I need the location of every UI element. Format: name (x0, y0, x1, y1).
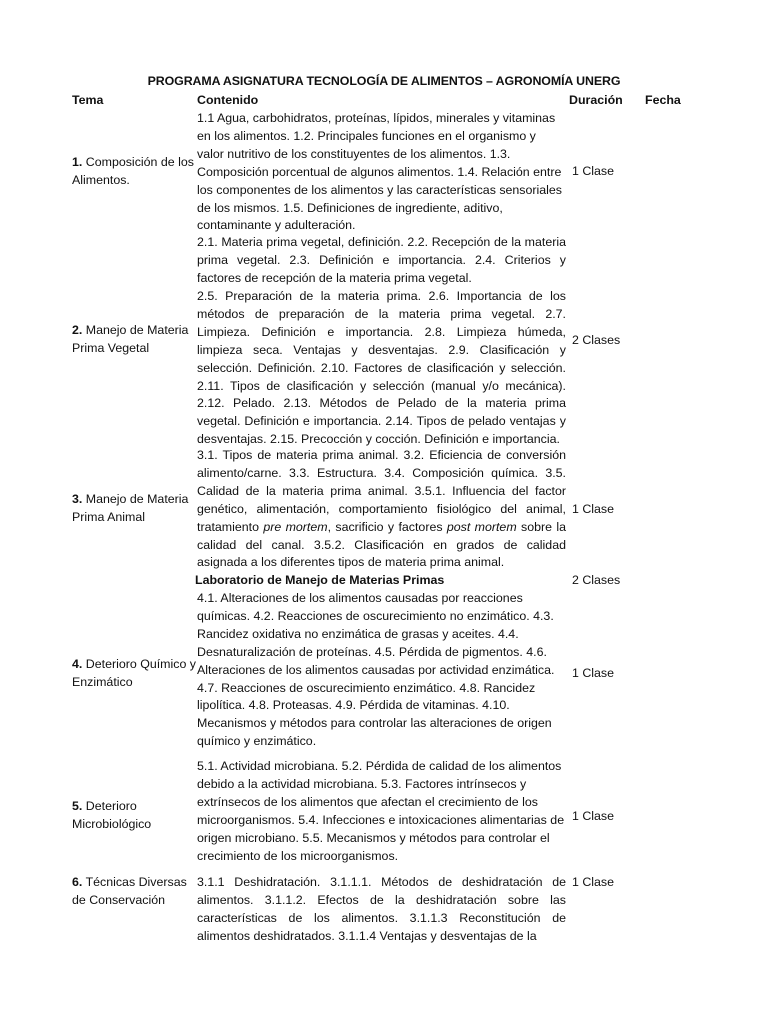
lab-duracion: 2 Clases (572, 573, 621, 587)
row-5-tema-label: Deterioro Microbiológico (72, 799, 152, 831)
row-2-contenido-b: 2.5. Preparación de la materia prima. 2.6. Importancia de los métodos de preparación de la materia prima vegetal. 2.7. Limpieza. Definición e importancia. 2.8. Limpieza húmeda, limpieza seca. Ventajas y desventajas. 2.9. Clasificación y selección. Definición. 2.10. Factores de clasificación y selección. 2.11. Tipos de clasificación y selección (manual y/o mecánica). 2.12. Pelado. 2.13. Métodos de Pelado de la materia prima vegetal. Definición e importancia. 2.14. Tipos de pelado ventajas y desventajas. 2.15. Precocción y cocción. Definición e importancia. (197, 289, 566, 447)
row-1-contenido: 1.1 Agua, carbohidratos, proteínas, lípidos, minerales y vitaminas en los alimentos. 1.2. Principales funciones en el organismo y valor nutritivo de los constituyentes de los alimentos. 1.3. Composición porcentual de algunos alimentos. 1.4. Relación entre los componentes de los alimentos y las características sensoriales de los mismos. 1.5. Definiciones de ingrediente, aditivo, contaminante y adulteración. (197, 111, 563, 233)
row-6-number: 6. (72, 875, 83, 889)
row-2-tema (72, 322, 196, 358)
row-6-contenido: 3.1.1 Deshidratación. 3.1.1.1. Métodos de deshidratación de alimentos. 3.1.1.2. Efectos de la deshidratación sobre las características de los alimentos. 3.1.1.3 Reconstitución de alimentos deshidratados. 3.1.1.4 Ventajas y desventajas de la (197, 875, 566, 943)
row-6-duracion: 1 Clase (572, 875, 615, 889)
row-3-italic-post-mortem: post mortem (446, 519, 517, 534)
column-header-contenido: Contenido (197, 93, 259, 107)
row-5-number: 5. (72, 799, 83, 813)
row-3-tema (72, 491, 196, 527)
row-3-contenido-part-2: , sacrificio y factores (327, 519, 447, 534)
row-4-number: 4. (72, 657, 83, 671)
row-3-italic-pre-mortem: pre mortem (263, 519, 328, 534)
row-3-number: 3. (72, 492, 83, 506)
row-2-duracion: 2 Clases (572, 333, 621, 347)
row-1-number: 1. (72, 155, 83, 169)
column-header-fecha: Fecha (645, 93, 681, 107)
row-6-tema (72, 874, 196, 910)
lab-title: Laboratorio de Manejo de Materias Primas (195, 573, 445, 587)
row-3-contenido (197, 447, 566, 572)
row-2-contenido-a: 2.1. Materia prima vegetal, definición. 2.2. Recepción de la materia prima vegetal. 2.3. Definición e importancia. 2.4. Criterios y factores de recepción de la materia prima vegetal. (197, 235, 566, 285)
row-1-tema-label: Composición de los Alimentos. (72, 155, 194, 187)
document-title: PROGRAMA ASIGNATURA TECNOLOGÍA DE ALIMENTOS – AGRONOMÍA UNERG (147, 74, 621, 88)
row-4-tema (72, 656, 196, 692)
row-3-duracion: 1 Clase (572, 502, 615, 516)
row-4-duracion: 1 Clase (572, 666, 615, 680)
row-6-tema-label: Técnicas Diversas de Conservación (72, 875, 187, 907)
row-4-tema-label: Deterioro Químico y Enzimático (72, 657, 196, 689)
row-1-tema (72, 154, 196, 190)
row-4-contenido: 4.1. Alteraciones de los alimentos causadas por reacciones químicas. 4.2. Reacciones de oscurecimiento no enzimático. 4.3. Rancidez oxidativa no enzimática de grasas y aceites. 4.4. Desnaturalización de proteínas. 4.5. Pérdida de pigmentos. 4.6. Alteraciones de los alimentos causadas por actividad enzimática. 4.7. Reacciones de oscurecimiento enzimático. 4.8. Rancidez lipolítica. 4.8. Proteasas. 4.9. Pérdida de vitaminas. 4.10. Mecanismos y métodos para controlar las alteraciones de origen químico y enzimático. (197, 591, 555, 749)
column-header-tema: Tema (72, 93, 104, 107)
row-2-number: 2. (72, 323, 83, 337)
row-3-contenido-part-1: 3.1. Tipos de materia prima animal. 3.2. Eficiencia de conversión alimento/carne. 3.3. Estructura. 3.4. Composición química. 3.5. Calidad de la materia prima animal. 3.5.1. Influencia del factor genético, alimentación, comportamiento fisiológico del animal, tratamiento (197, 448, 566, 534)
row-1-duracion: 1 Clase (572, 164, 615, 178)
row-5-tema (72, 798, 196, 834)
column-header-duracion: Duración (569, 93, 623, 107)
row-3-tema-label: Manejo de Materia Prima Animal (72, 492, 189, 524)
row-2-tema-label: Manejo de Materia Prima Vegetal (72, 323, 189, 355)
row-5-duracion: 1 Clase (572, 809, 615, 823)
row-5-contenido: 5.1. Actividad microbiana. 5.2. Pérdida de calidad de los alimentos debido a la actividad microbiana. 5.3. Factores intrínsecos y extrínsecos de los alimentos que afectan el crecimiento de los microorganismos. 5.4. Infecciones e intoxicaciones alimentarias de origen microbiano. 5.5. Mecanismos y métodos para controlar el crecimiento de los microorganismos. (197, 759, 565, 863)
row-3-contenido-part-3: sobre la calidad del canal. 3.5.2. Clasificación en grados de calidad asignada a los diferentes tipos de materia prima animal. (197, 519, 566, 570)
